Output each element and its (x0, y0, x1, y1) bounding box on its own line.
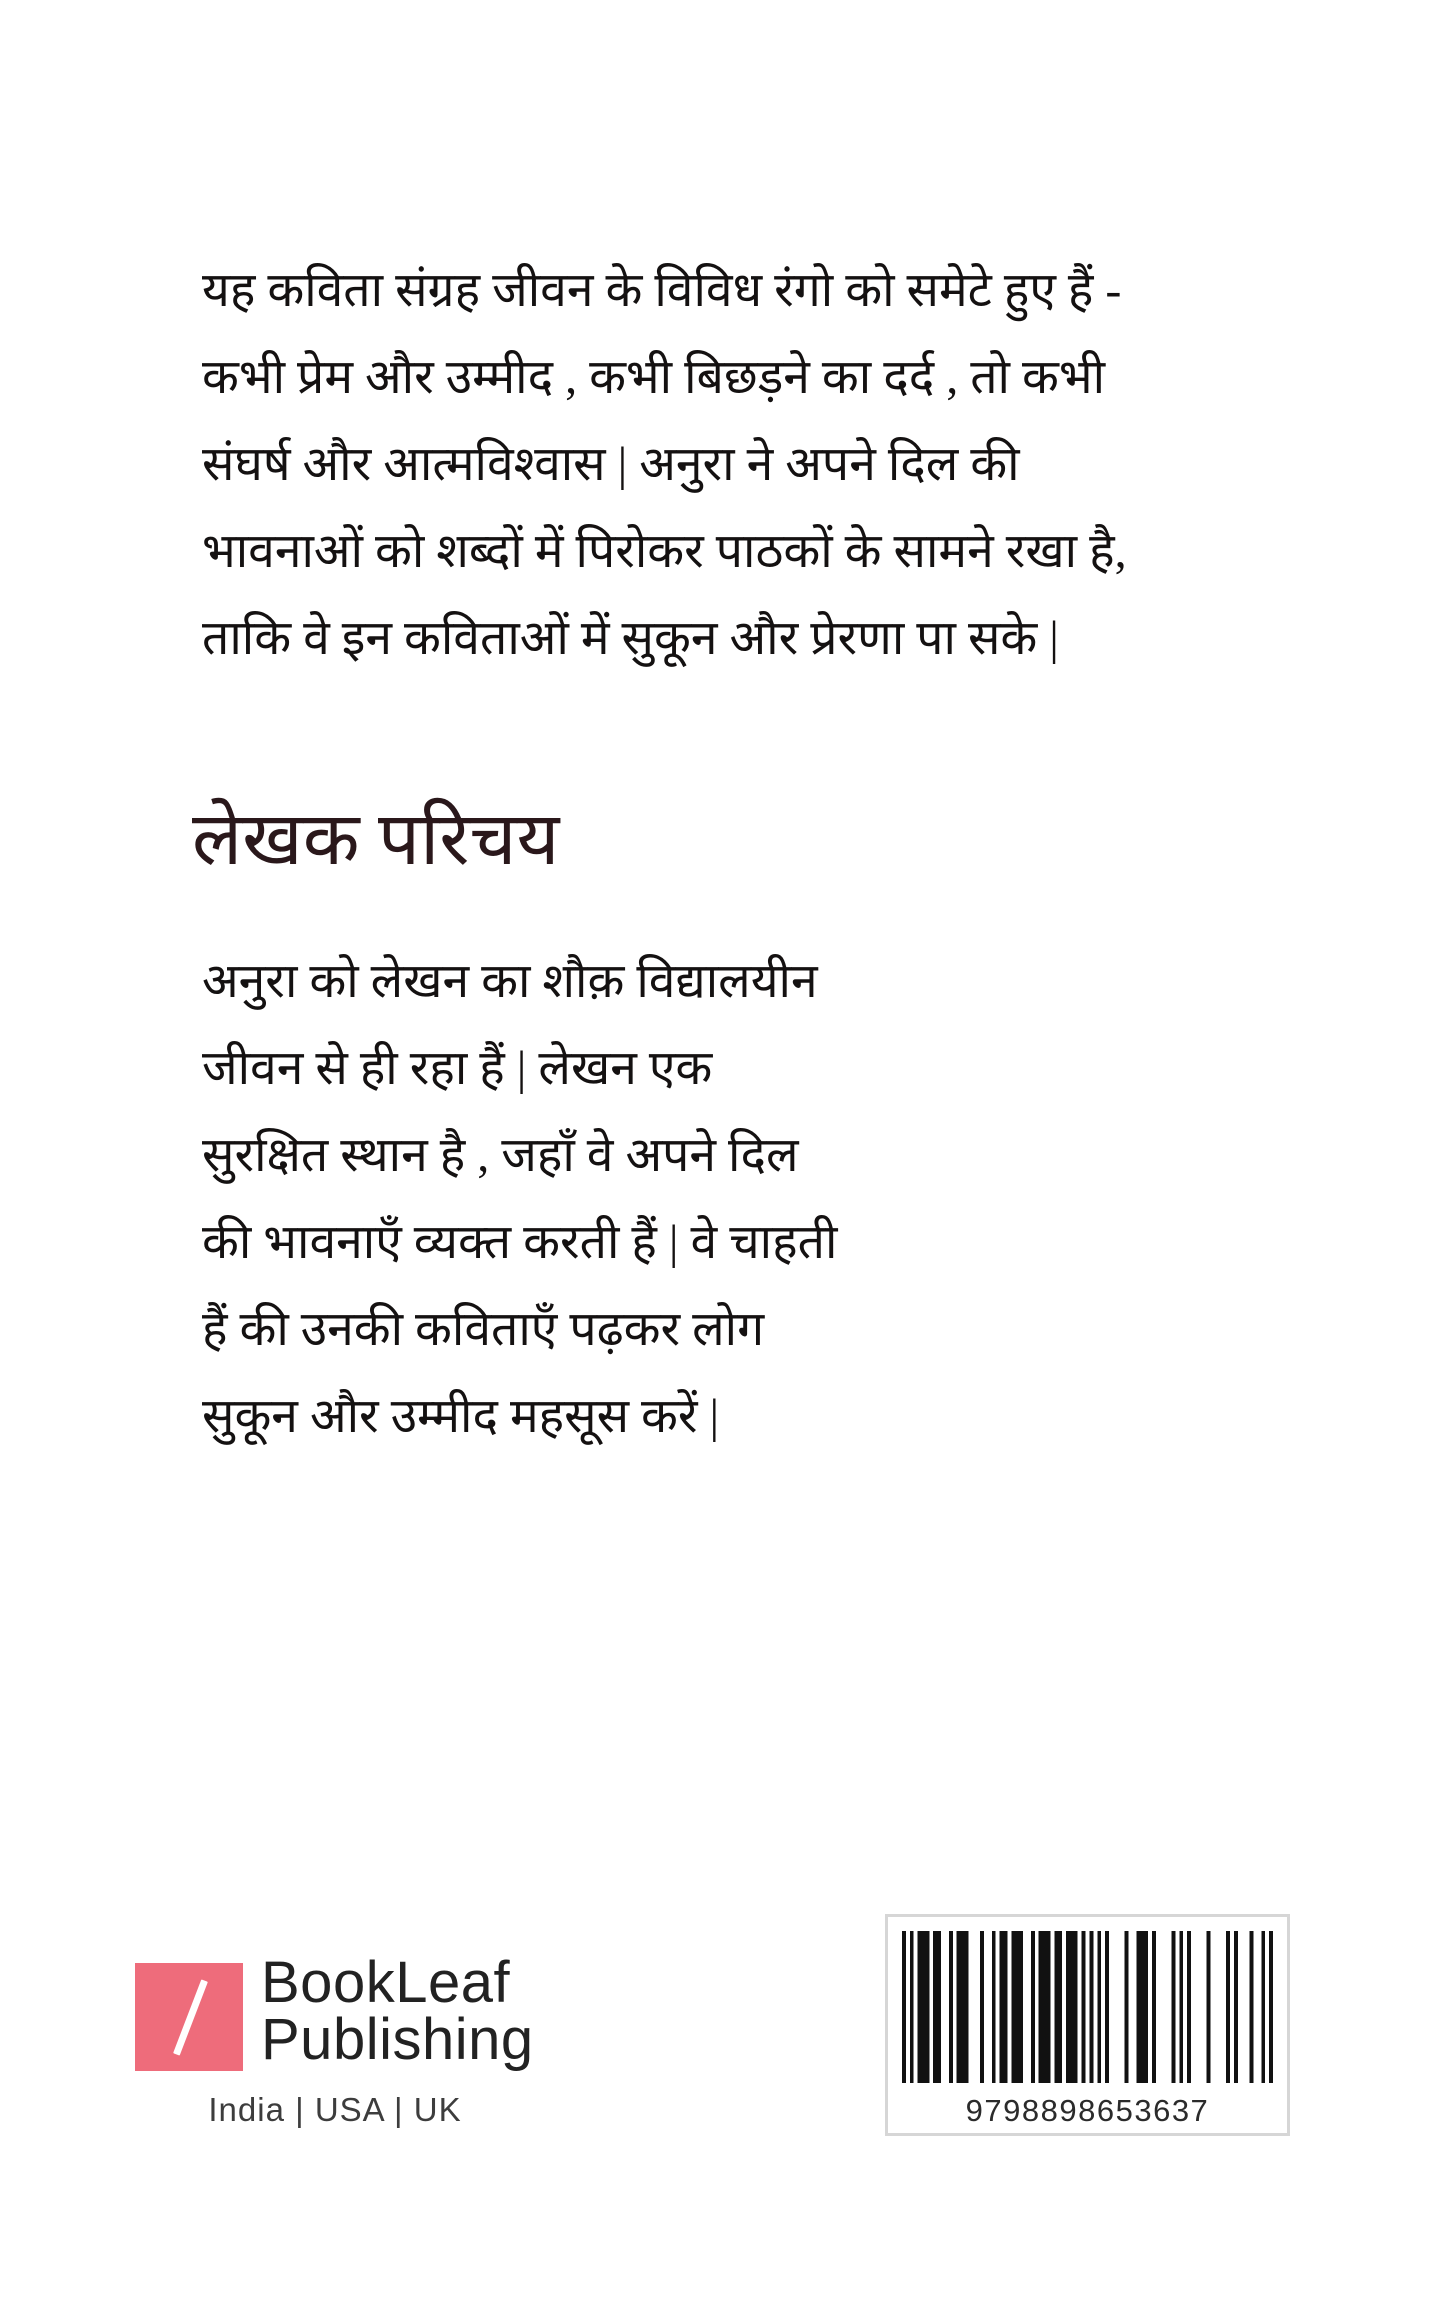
bio-line: सुकून और उम्मीद महसूस करें | (202, 1390, 720, 1443)
synopsis-line: संघर्ष और आत्मविश्वास | अनुरा ने अपने दिल की (202, 438, 1020, 491)
bio-line: सुरक्षित स्थान है , जहाँ वे अपने दिल (202, 1129, 799, 1182)
bio-line: की भावनाएँ व्यक्त करती हैं | वे चाहती (202, 1216, 838, 1269)
publisher-regions: India | USA | UK (208, 2091, 462, 2128)
synopsis-line: भावनाओं को शब्दों में पिरोकर पाठकों के सामने रखा है, (202, 525, 1127, 578)
bio-line: अनुरा को लेखन का शौक़ विद्यालयीन (202, 955, 818, 1008)
synopsis-line: कभी प्रेम और उम्मीद , कभी बिछड़ने का दर्द , तो कभी (202, 351, 1106, 404)
publisher-name (261, 1950, 534, 2072)
barcode-number: 9798898653637 (965, 2093, 1210, 2128)
publisher-name-line2: Publishing (261, 2007, 534, 2072)
author-section-heading: लेखक परिचय (192, 799, 560, 881)
slash-logo-icon (173, 1979, 208, 2055)
publisher-logo-mark (135, 1963, 243, 2071)
publisher-name-line1: BookLeaf (261, 1950, 511, 2015)
publisher-logo-block (135, 1950, 555, 2163)
barcode (885, 1914, 1290, 2136)
bio-line: जीवन से ही रहा हैं | लेखन एक (202, 1042, 713, 1095)
synopsis-line: ताकि वे इन कविताओं में सुकून और प्रेरणा पा सके | (202, 612, 1059, 665)
synopsis-line: यह कविता संग्रह जीवन के विविध रंगो को समेटे हुए हैं - (202, 264, 1122, 317)
synopsis-paragraph (202, 247, 1302, 682)
barcode-bars (902, 1931, 1273, 2083)
bio-line: हैं की उनकी कविताएँ पढ़कर लोग (202, 1303, 765, 1356)
author-bio-paragraph (202, 938, 1002, 1460)
